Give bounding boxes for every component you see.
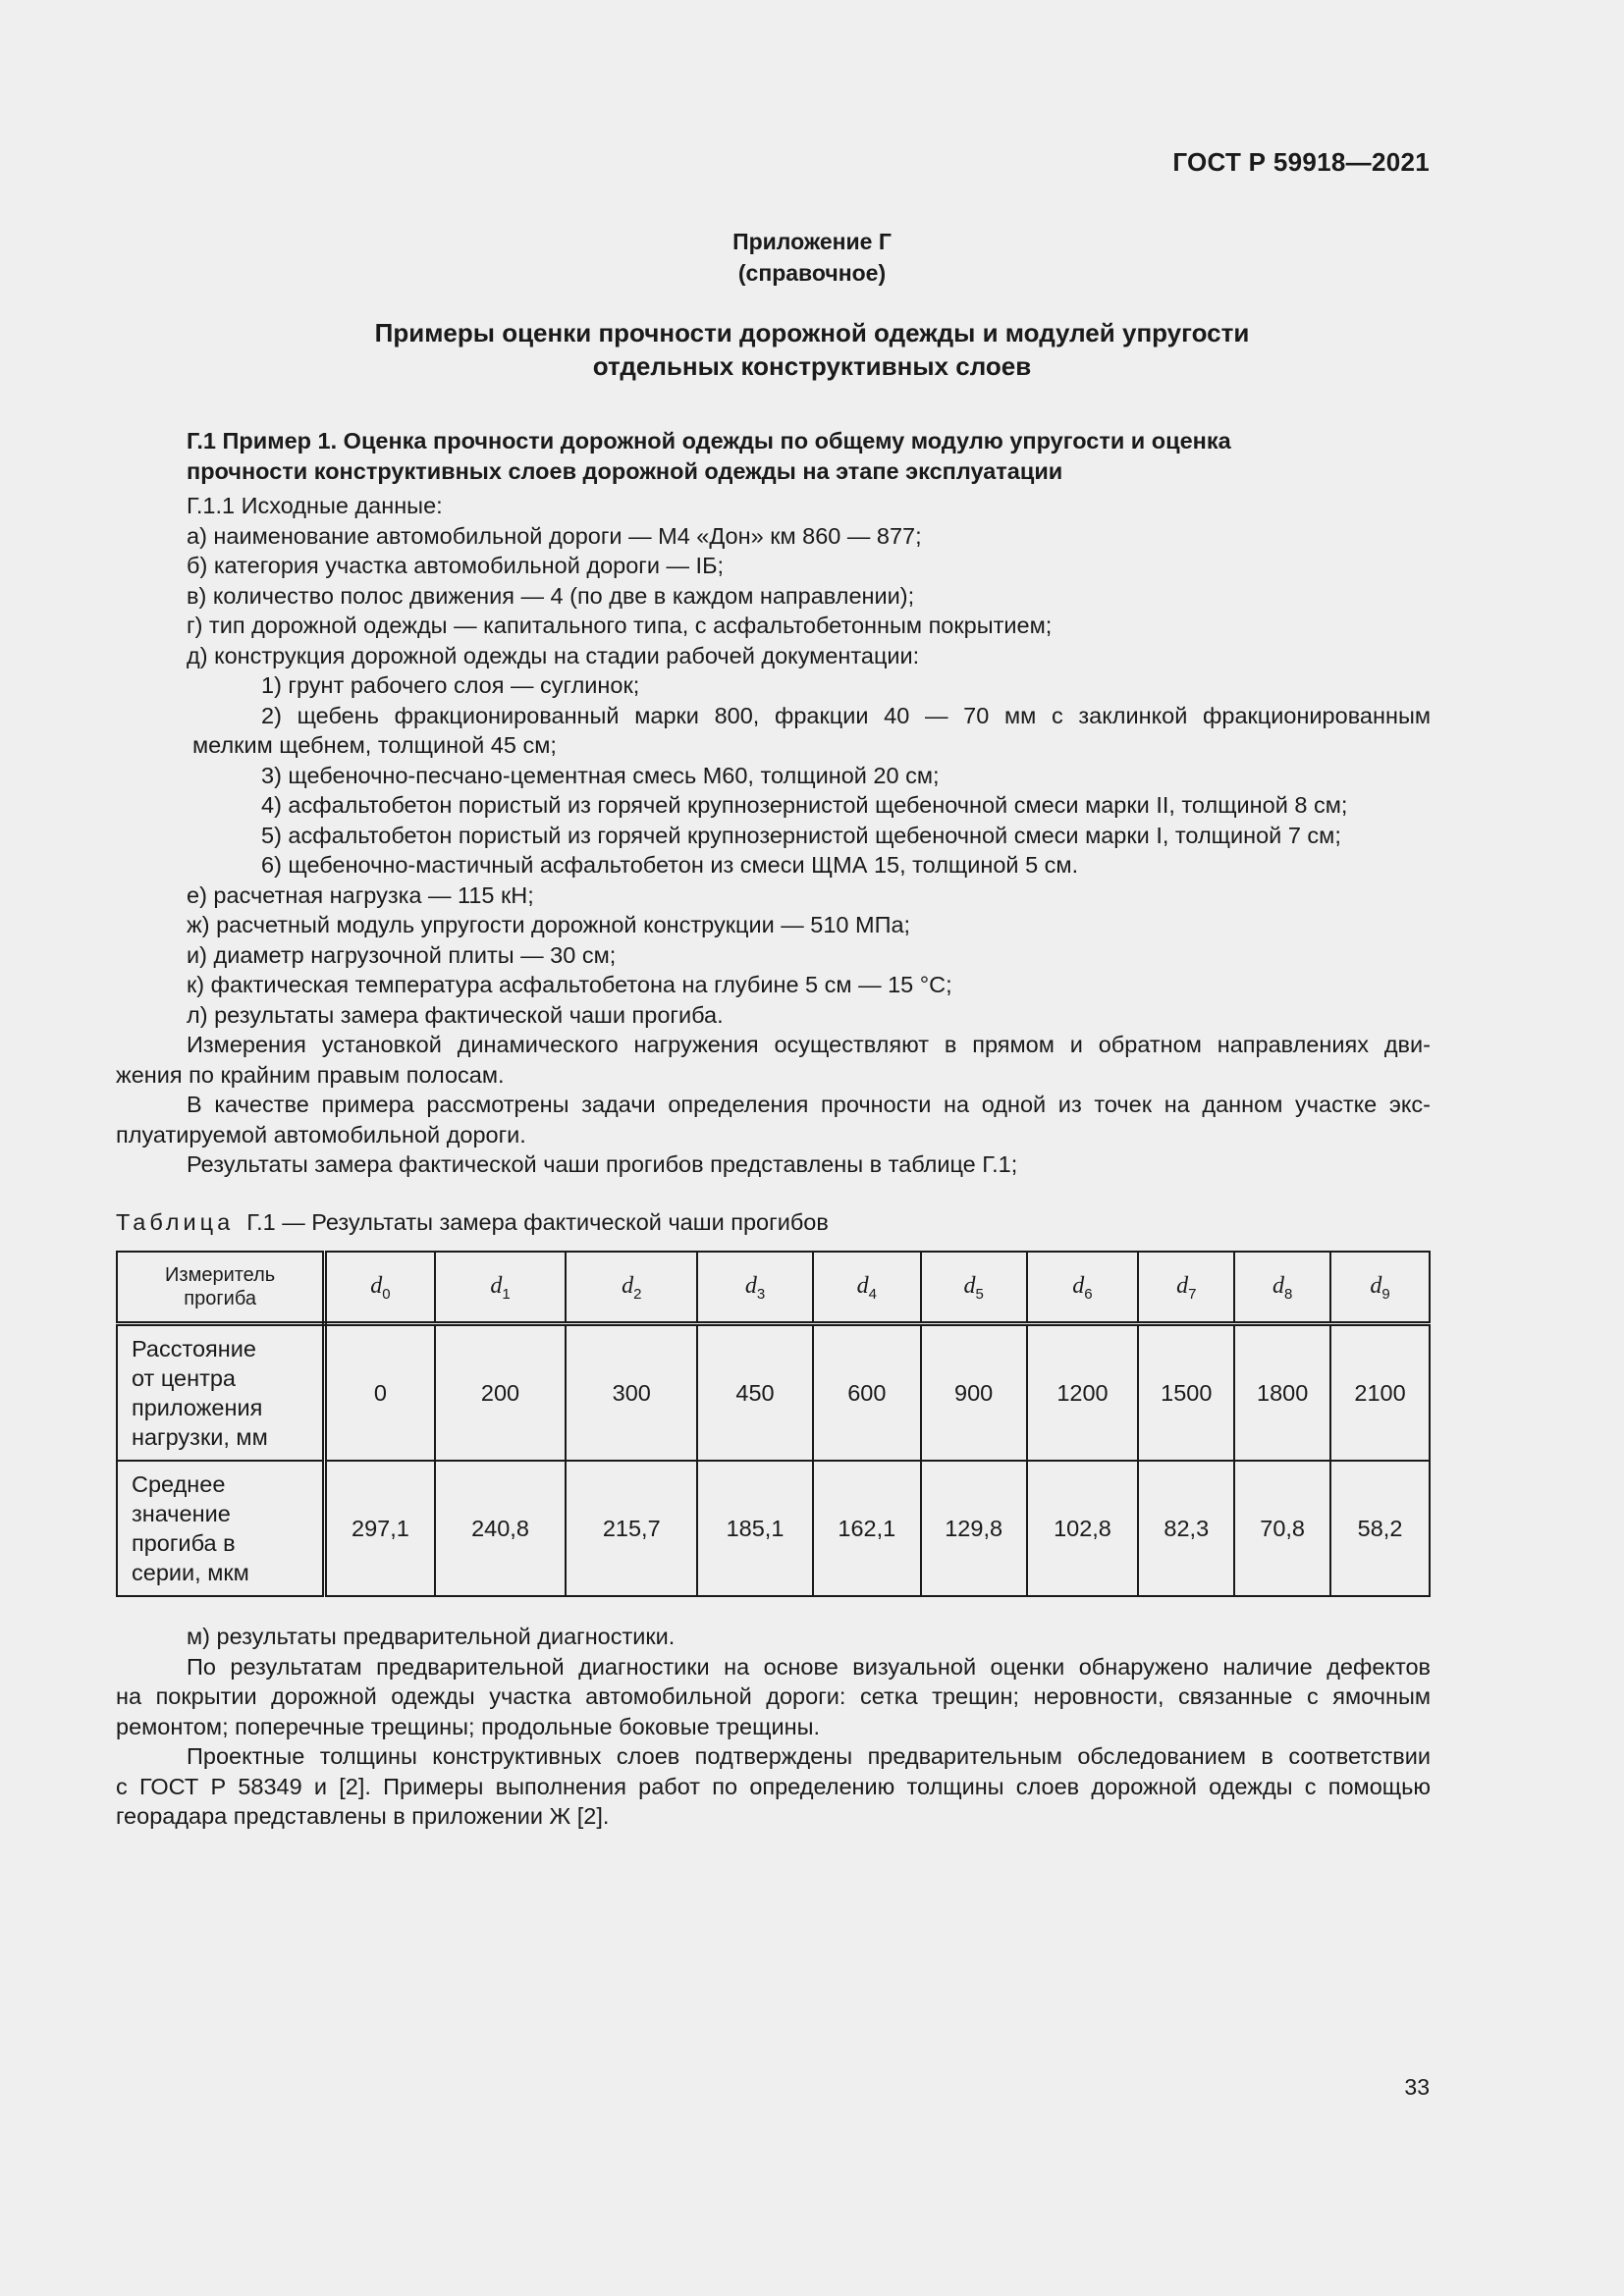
table-cell: 450 [697, 1324, 813, 1462]
header-symbol-cell [921, 1252, 1027, 1324]
subscript: 5 [975, 1285, 984, 1303]
list-item: и) диаметр нагрузочной плиты — 30 см; [187, 941, 617, 968]
table-cell: 162,1 [813, 1461, 921, 1596]
paragraph-line: на покрытии дорожной одежды участка автомобильной дороги: сетка трещин; неровности, связанные с ямочным [116, 1683, 1431, 1709]
table-cell: 300 [566, 1324, 697, 1462]
symbol: d [1072, 1272, 1085, 1299]
symbol: d [1370, 1272, 1382, 1299]
section-after-table [116, 1622, 1431, 1832]
deflection-table [116, 1251, 1431, 1597]
layer-item: 1) грунт рабочего слоя — суглинок; [261, 672, 640, 698]
paragraph-line: Результаты замера фактической чаши прогибов представлены в таблице Г.1; [187, 1151, 1018, 1177]
paragraph-line: По результатам предварительной диагностики на основе визуальной оценки обнаружено наличие дефектов [187, 1653, 1431, 1680]
symbol: d [856, 1272, 869, 1299]
layer-item: 6) щебеночно-мастичный асфальтобетон из смеси ЩМА 15, толщиной 5 см. [261, 852, 1079, 878]
table-cell: 240,8 [435, 1461, 567, 1596]
paragraph-line: георадара представлены в приложении Ж [2]. [116, 1803, 610, 1829]
header-symbol-cell [1330, 1252, 1430, 1324]
list-item: б) категория участка автомобильной дороги — IБ; [187, 553, 725, 578]
annex-status: (справочное) [737, 260, 887, 286]
table-cell: 1500 [1138, 1324, 1234, 1462]
list-item: л) результаты замера фактической чаши прогиба. [187, 1001, 724, 1028]
subscript: 3 [756, 1285, 766, 1303]
paragraph-line: Измерения установкой динамического нагружения осуществляют в прямом и обратном направлениях дви- [187, 1032, 1431, 1057]
header-label-cell [117, 1252, 325, 1324]
symbol: d [622, 1272, 634, 1299]
header-label-line: Измеритель [165, 1264, 276, 1286]
subscript: 7 [1188, 1285, 1197, 1303]
page-number: 33 [1404, 2074, 1430, 2100]
table-cell: 70,8 [1234, 1461, 1330, 1596]
table-header-row [117, 1252, 1430, 1324]
table-cell: 82,3 [1138, 1461, 1234, 1596]
header-symbol-cell [1234, 1252, 1330, 1324]
subscript: 9 [1381, 1285, 1390, 1303]
table-caption-word: Таблица [116, 1209, 235, 1235]
layer-item: 4) асфальтобетон пористый из горячей крупнозернистой щебеночной смеси марки II, толщиной 8 см; [261, 792, 1348, 818]
layer-item: 3) щебеночно-песчано-цементная смесь М60, толщиной 20 см; [261, 762, 940, 788]
list-item: д) конструкция дорожной одежды на стадии рабочей документации: [187, 642, 920, 668]
paragraph-line: В качестве примера рассмотрены задачи определения прочности на одной из точек на данном участке экс- [187, 1092, 1431, 1117]
paragraph-line: с ГОСТ Р 58349 и [2]. Примеры выполнения работ по определению толщины слоев дорожной одежды с помощью [116, 1773, 1431, 1799]
row-label-cell [117, 1461, 325, 1596]
subscript: 6 [1084, 1285, 1093, 1303]
symbol: d [1272, 1272, 1284, 1299]
section-heading-line: прочности конструктивных слоев дорожной одежды на этапе эксплуатации [187, 457, 1063, 484]
list-item: а) наименование автомобильной дороги — М4 «Дон» км 860 — 877; [187, 522, 922, 549]
list-item: в) количество полос движения — 4 (по две в каждом направлении); [187, 582, 915, 609]
symbol: d [370, 1272, 383, 1299]
annex-label: Приложение Г [732, 229, 892, 254]
list-item: к) фактическая температура асфальтобетона на глубине 5 см — 15 °С; [187, 972, 952, 997]
header-symbol-cell [435, 1252, 567, 1324]
table-cell: 129,8 [921, 1461, 1027, 1596]
header-symbol-cell [813, 1252, 921, 1324]
symbol: d [490, 1272, 503, 1299]
header-symbol-cell [566, 1252, 697, 1324]
row-label-cell [117, 1324, 325, 1462]
list-item: г) тип дорожной одежды — капитального типа, с асфальтобетонным покрытием; [187, 613, 1053, 638]
row-label-line: прогиба в [132, 1530, 236, 1556]
annex-title-line: отдельных конструктивных слоев [592, 351, 1032, 381]
layer-item: 2) щебень фракционированный марки 800, фракции 40 — 70 мм с заклинкой фракционированным [261, 702, 1431, 728]
annex-title-line: Примеры оценки прочности дорожной одежды и модулей упругости [374, 318, 1250, 347]
row-label-line: нагрузки, мм [132, 1424, 268, 1450]
annex-title [0, 316, 1624, 383]
row-label-line: значение [132, 1501, 231, 1526]
subscript: 0 [382, 1285, 391, 1303]
table-cell: 102,8 [1027, 1461, 1139, 1596]
row-label-line: от центра [132, 1365, 236, 1391]
list-item: е) расчетная нагрузка — 115 кН; [187, 881, 534, 908]
symbol: d [1176, 1272, 1189, 1299]
header-symbol-cell [697, 1252, 813, 1324]
table-cell: 58,2 [1330, 1461, 1430, 1596]
layer-item: 5) асфальтобетон пористый из горячей крупнозернистой щебеночной смеси марки I, толщиной 7 см; [261, 822, 1341, 848]
subscript: 8 [1283, 1285, 1293, 1303]
table-cell: 297,1 [325, 1461, 435, 1596]
row-label-line: серии, мкм [132, 1560, 249, 1585]
table-cell: 2100 [1330, 1324, 1430, 1462]
table-cell: 1800 [1234, 1324, 1330, 1462]
section-heading [116, 426, 1431, 486]
table-cell: 200 [435, 1324, 567, 1462]
header-symbol-cell [1138, 1252, 1234, 1324]
layer-item-continuation: мелким щебнем, толщиной 45 см; [192, 732, 557, 758]
subscript: 1 [502, 1285, 511, 1303]
paragraph-line: ремонтом; поперечные трещины; продольные боковые трещины. [116, 1713, 820, 1739]
row-label-line: Среднее [132, 1471, 226, 1497]
paragraph-line: плуатируемой автомобильной дороги. [116, 1121, 526, 1148]
document-number: ГОСТ Р 59918—2021 [1172, 147, 1430, 177]
paragraph-line: жения по крайним правым полосам. [116, 1061, 505, 1088]
header-symbol-cell [325, 1252, 435, 1324]
subscript: 4 [868, 1285, 877, 1303]
row-label-line: Расстояние [132, 1336, 256, 1362]
intro-line: Г.1.1 Исходные данные: [187, 493, 443, 518]
table-cell: 185,1 [697, 1461, 813, 1596]
section-heading-line: Г.1 Пример 1. Оценка прочности дорожной одежды по общему модулю упругости и оценка [187, 428, 1231, 454]
table-cell: 215,7 [566, 1461, 697, 1596]
table-cell: 0 [325, 1324, 435, 1462]
list-item: ж) расчетный модуль упругости дорожной конструкции — 510 МПа; [187, 912, 911, 937]
subscript: 2 [633, 1285, 642, 1303]
table-caption-text: Г.1 — Результаты замера фактической чаши прогибов [246, 1209, 829, 1235]
header-symbol-cell [1027, 1252, 1139, 1324]
table-caption [116, 1209, 829, 1236]
symbol: d [744, 1272, 757, 1299]
table-row-deflection [117, 1461, 1430, 1596]
row-label-line: приложения [132, 1395, 263, 1420]
section-g1 [116, 426, 1431, 1180]
table-row-distance [117, 1324, 1430, 1462]
list-item: м) результаты предварительной диагностики. [187, 1624, 676, 1649]
annex-heading [0, 226, 1624, 289]
paragraph-line: Проектные толщины конструктивных слоев подтверждены предварительным обследованием в соответствии [187, 1743, 1431, 1769]
symbol: d [963, 1272, 976, 1299]
table-cell: 600 [813, 1324, 921, 1462]
table-cell: 900 [921, 1324, 1027, 1462]
table-cell: 1200 [1027, 1324, 1139, 1462]
header-label-line: прогиба [184, 1288, 256, 1309]
